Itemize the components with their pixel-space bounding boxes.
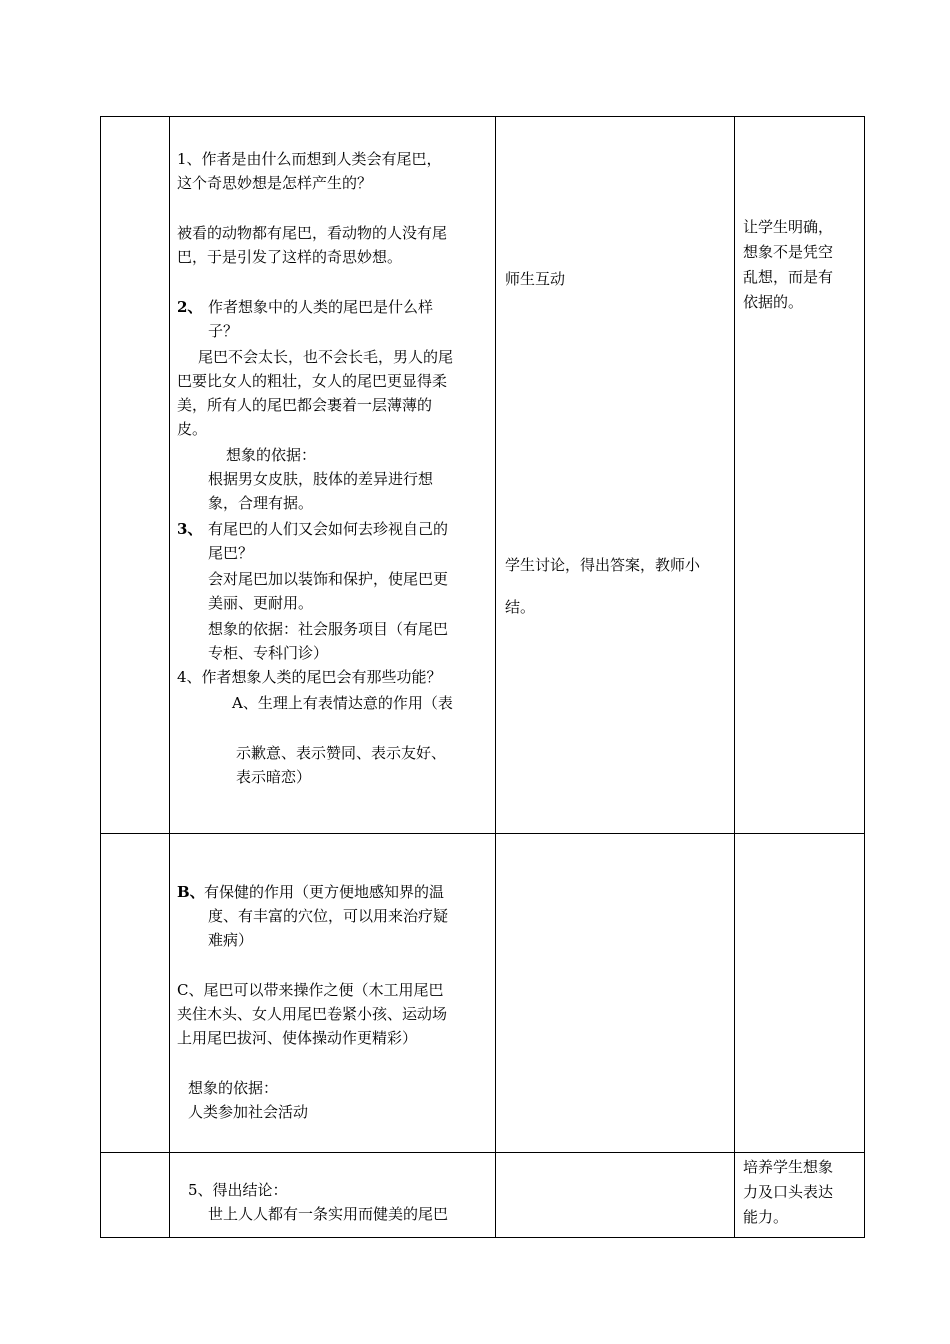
activity-cell — [496, 834, 735, 1153]
basis-2-line-2: 象，合理有据。 — [208, 494, 314, 512]
answer-2-line-1: 尾巴不会太长，也不会长毛，男人的尾 — [198, 348, 454, 366]
question-3-number: 3、 — [177, 520, 203, 538]
question-3-line-1: 有尾巴的人们又会如何去珍视自己的 — [208, 520, 449, 538]
question-2-number: 2、 — [177, 298, 203, 316]
activity-discussion-line-2: 结。 — [505, 598, 536, 616]
activity-cell — [496, 1153, 735, 1238]
function-b-line-2: 度、有丰富的穴位，可以用来治疗疑 — [208, 907, 449, 925]
content-cell — [170, 834, 496, 1153]
answer-2-line-3: 美，所有人的尾巴都会裹着一层薄薄的 — [177, 396, 433, 414]
function-a-line-2: 示歉意、表示赞同、表示友好、 — [236, 744, 447, 762]
basis-2-heading: 想象的依据： — [226, 446, 317, 464]
purpose-line-3: 能力。 — [743, 1208, 789, 1226]
answer-3-line-2: 美丽、更耐用。 — [208, 594, 314, 612]
answer-1-line-1: 被看的动物都有尾巴，看动物的人没有尾 — [177, 224, 448, 242]
basis-4-heading: 想象的依据： — [188, 1079, 279, 1097]
purpose-line-2: 想象不是凭空 — [743, 243, 834, 261]
question-2-line-2: 子？ — [208, 322, 239, 340]
purpose-line-4: 依据的。 — [743, 293, 804, 311]
conclusion-line: 世上人人都有一条实用而健美的尾巴 — [208, 1205, 449, 1223]
purpose-cell — [735, 117, 865, 834]
activity-interaction: 师生互动 — [505, 270, 566, 288]
question-3-line-2: 尾巴？ — [208, 544, 254, 562]
table-row — [101, 117, 865, 834]
function-c-line-2: 夹住木头、女人用尾巴卷紧小孩、运动场 — [177, 1005, 448, 1023]
activity-cell — [496, 117, 735, 834]
blank-cell — [101, 117, 170, 834]
answer-3-line-1: 会对尾巴加以装饰和保护，使尾巴更 — [208, 570, 449, 588]
question-4-line-1: 4、作者想象人类的尾巴会有那些功能？ — [177, 668, 442, 686]
answer-1-line-2: 巴，于是引发了这样的奇思妙想。 — [177, 248, 403, 266]
blank-cell — [101, 1153, 170, 1238]
function-b-line-3: 难病） — [208, 931, 254, 949]
purpose-line-1: 让学生明确， — [743, 218, 834, 236]
function-a-line-3: 表示暗恋） — [236, 768, 312, 786]
purpose-line-3: 乱想，而是有 — [743, 268, 834, 286]
table-row — [101, 1153, 865, 1238]
question-2-line-1: 作者想象中的人类的尾巴是什么样 — [208, 298, 434, 316]
function-c-line-1: C、尾巴可以带来操作之便（木工用尾巴 — [177, 981, 444, 999]
answer-2-line-4: 皮。 — [177, 420, 208, 438]
answer-2-line-2: 巴要比女人的粗壮，女人的尾巴更显得柔 — [177, 372, 448, 390]
question-1-line-2: 这个奇思妙想是怎样产生的？ — [177, 174, 373, 192]
activity-discussion-line-1: 学生讨论，得出答案，教师小 — [505, 556, 701, 574]
basis-4-line-1: 人类参加社会活动 — [188, 1103, 309, 1121]
content-cell — [170, 117, 496, 834]
function-b-label: B、 — [177, 883, 205, 901]
lesson-table — [100, 116, 865, 1238]
function-a-line-1: A、生理上有表情达意的作用（表 — [232, 694, 453, 712]
function-c-line-3: 上用尾巴拔河、使体操动作更精彩） — [177, 1029, 418, 1047]
question-1-line-1: 1、作者是由什么而想到人类会有尾巴， — [177, 150, 442, 168]
basis-3-line-2: 专柜、专科门诊） — [208, 644, 329, 662]
basis-3-line-1: 想象的依据：社会服务项目（有尾巴 — [208, 620, 449, 638]
blank-cell — [101, 834, 170, 1153]
table-row — [101, 834, 865, 1153]
function-b-line-1: 有保健的作用（更方便地感知界的温 — [204, 883, 445, 901]
basis-2-line-1: 根据男女皮肤，肢体的差异进行想 — [208, 470, 434, 488]
conclusion-heading: 5、得出结论： — [188, 1181, 288, 1199]
content-cell — [170, 1153, 496, 1238]
purpose-cell — [735, 834, 865, 1153]
purpose-line-2: 力及口头表达 — [743, 1183, 834, 1201]
purpose-line-1: 培养学生想象 — [743, 1158, 834, 1176]
purpose-cell — [735, 1153, 865, 1238]
